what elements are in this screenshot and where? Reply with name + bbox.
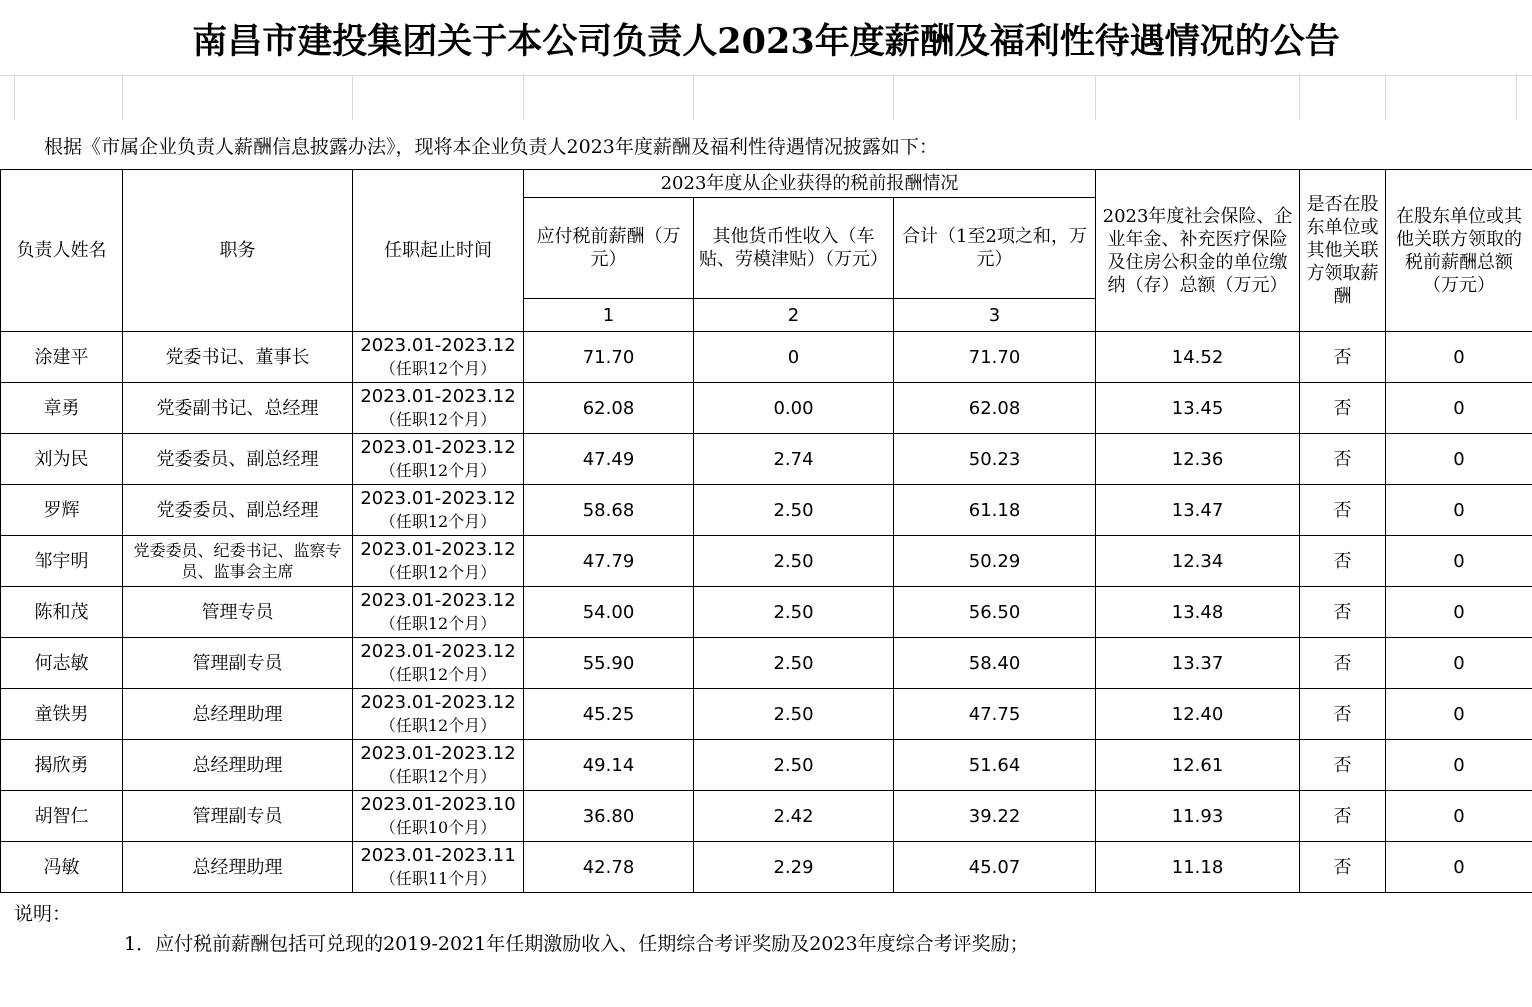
cell-period-note: （任职12个月）: [379, 563, 497, 582]
table-row: [1, 689, 1532, 740]
cell-period: [353, 689, 524, 740]
cell-other-income: 2.50: [694, 740, 894, 791]
cell-total: 62.08: [894, 383, 1096, 434]
cell-period-date: 2023.01-2023.12: [360, 743, 516, 764]
table-row: [1, 536, 1532, 587]
cell-period: [353, 842, 524, 893]
cell-name: 罗辉: [1, 485, 123, 536]
cell-pretax-salary: 42.78: [524, 842, 694, 893]
cell-shareholder-amount: 0: [1386, 638, 1532, 689]
column-header-period: 任职起止时间: [353, 170, 524, 332]
cell-total: 45.07: [894, 842, 1096, 893]
cell-post: 管理专员: [123, 587, 353, 638]
cell-from-shareholder: 否: [1300, 740, 1386, 791]
cell-shareholder-amount: 0: [1386, 383, 1532, 434]
cell-other-income: 2.42: [694, 791, 894, 842]
intro-paragraph: 根据《市属企业负责人薪酬信息披露办法》，现将本企业负责人2023年度薪酬及福利性待遇情况披露如下：: [44, 136, 938, 158]
table-row: [1, 485, 1532, 536]
cell-other-income: 2.29: [694, 842, 894, 893]
cell-post: 党委副书记、总经理: [123, 383, 353, 434]
notes-heading: 说明：: [14, 903, 72, 925]
table-row: [1, 791, 1532, 842]
cell-period: [353, 587, 524, 638]
cell-period-date: 2023.01-2023.12: [360, 692, 516, 713]
cell-period: [353, 434, 524, 485]
cell-name: 冯敏: [1, 842, 123, 893]
cell-other-income: 2.50: [694, 689, 894, 740]
column-header-from-shareholder: 是否在股东单位或其他关联方领取薪酬: [1300, 170, 1386, 332]
cell-social-insurance: 12.61: [1096, 740, 1300, 791]
cell-pretax-salary: 47.49: [524, 434, 694, 485]
cell-other-income: 0.00: [694, 383, 894, 434]
cell-post: 总经理助理: [123, 842, 353, 893]
cell-name: 何志敏: [1, 638, 123, 689]
cell-period-note: （任职12个月）: [379, 359, 497, 378]
cell-pretax-salary: 54.00: [524, 587, 694, 638]
grid-line: [352, 76, 353, 120]
cell-other-income: 2.50: [694, 587, 894, 638]
cell-post: 党委书记、董事长: [123, 332, 353, 383]
cell-shareholder-amount: 0: [1386, 536, 1532, 587]
cell-total: 71.70: [894, 332, 1096, 383]
cell-period-note: （任职12个月）: [379, 512, 497, 531]
grid-line: [1516, 76, 1517, 120]
cell-period-date: 2023.01-2023.12: [360, 641, 516, 662]
table-header-row-1: [1, 170, 1532, 198]
cell-total: 39.22: [894, 791, 1096, 842]
column-header-pretax-salary: 应付税前薪酬（万元）: [524, 198, 694, 299]
cell-post: 总经理助理: [123, 689, 353, 740]
cell-social-insurance: 14.52: [1096, 332, 1300, 383]
column-header-name: 负责人姓名: [1, 170, 123, 332]
cell-other-income: 2.50: [694, 485, 894, 536]
cell-period: [353, 638, 524, 689]
cell-post: 党委委员、纪委书记、监察专员、监事会主席: [123, 536, 353, 587]
cell-total: 56.50: [894, 587, 1096, 638]
cell-social-insurance: 13.48: [1096, 587, 1300, 638]
grid-line: [122, 76, 123, 120]
cell-period-note: （任职12个月）: [379, 461, 497, 480]
cell-period: [353, 740, 524, 791]
table-row: [1, 638, 1532, 689]
cell-period: [353, 536, 524, 587]
cell-from-shareholder: 否: [1300, 689, 1386, 740]
cell-social-insurance: 12.40: [1096, 689, 1300, 740]
cell-shareholder-amount: 0: [1386, 842, 1532, 893]
cell-name: 陈和茂: [1, 587, 123, 638]
cell-total: 50.23: [894, 434, 1096, 485]
cell-period-date: 2023.01-2023.12: [360, 335, 516, 356]
column-header-other-income: 其他货币性收入（车贴、劳模津贴）（万元）: [694, 198, 894, 299]
cell-pretax-salary: 47.79: [524, 536, 694, 587]
cell-social-insurance: 13.45: [1096, 383, 1300, 434]
column-header-social-insurance: 2023年度社会保险、企业年金、补充医疗保险及住房公积金的单位缴纳（存）总额（万元）: [1096, 170, 1300, 332]
cell-period-date: 2023.01-2023.12: [360, 590, 516, 611]
cell-period-date: 2023.01-2023.12: [360, 539, 516, 560]
cell-name: 刘为民: [1, 434, 123, 485]
cell-post: 党委委员、副总经理: [123, 485, 353, 536]
cell-social-insurance: 11.93: [1096, 791, 1300, 842]
grid-line: [14, 76, 15, 120]
notes-item: 1．应付税前薪酬包括可兑现的2019-2021年任期激励收入、任期综合考评奖励及2023年度综合考评奖励；: [124, 933, 1029, 955]
cell-from-shareholder: 否: [1300, 791, 1386, 842]
cell-post: 党委委员、副总经理: [123, 434, 353, 485]
cell-from-shareholder: 否: [1300, 842, 1386, 893]
column-header-post: 职务: [123, 170, 353, 332]
cell-social-insurance: 12.36: [1096, 434, 1300, 485]
cell-total: 50.29: [894, 536, 1096, 587]
cell-period-note: （任职12个月）: [379, 665, 497, 684]
cell-from-shareholder: 否: [1300, 485, 1386, 536]
cell-shareholder-amount: 0: [1386, 740, 1532, 791]
cell-other-income: 0: [694, 332, 894, 383]
column-header-shareholder-amount: 在股东单位或其他关联方领取的税前薪酬总额（万元）: [1386, 170, 1532, 332]
cell-from-shareholder: 否: [1300, 383, 1386, 434]
cell-shareholder-amount: 0: [1386, 689, 1532, 740]
cell-pretax-salary: 36.80: [524, 791, 694, 842]
grid-line: [1095, 76, 1096, 120]
cell-pretax-salary: 49.14: [524, 740, 694, 791]
cell-other-income: 2.50: [694, 536, 894, 587]
cell-pretax-salary: 62.08: [524, 383, 694, 434]
notes-section: [0, 893, 1532, 959]
cell-from-shareholder: 否: [1300, 434, 1386, 485]
table-row: [1, 740, 1532, 791]
cell-period: [353, 485, 524, 536]
cell-social-insurance: 11.18: [1096, 842, 1300, 893]
cell-period-note: （任职12个月）: [379, 410, 497, 429]
cell-shareholder-amount: 0: [1386, 485, 1532, 536]
cell-total: 61.18: [894, 485, 1096, 536]
cell-total: 47.75: [894, 689, 1096, 740]
cell-total: 58.40: [894, 638, 1096, 689]
table-row: [1, 332, 1532, 383]
cell-name: 章勇: [1, 383, 123, 434]
cell-from-shareholder: 否: [1300, 536, 1386, 587]
cell-period-date: 2023.01-2023.12: [360, 437, 516, 458]
cell-from-shareholder: 否: [1300, 587, 1386, 638]
cell-post: 管理副专员: [123, 791, 353, 842]
cell-pretax-salary: 58.68: [524, 485, 694, 536]
page-title: 南昌市建投集团关于本公司负责人2023年度薪酬及福利性待遇情况的公告: [192, 21, 1340, 62]
cell-period-note: （任职12个月）: [379, 716, 497, 735]
cell-pretax-salary: 71.70: [524, 332, 694, 383]
cell-shareholder-amount: 0: [1386, 791, 1532, 842]
cell-other-income: 2.74: [694, 434, 894, 485]
cell-shareholder-amount: 0: [1386, 587, 1532, 638]
grid-line: [1299, 76, 1300, 120]
cell-period-date: 2023.01-2023.11: [360, 845, 516, 866]
cell-social-insurance: 13.47: [1096, 485, 1300, 536]
table-row: [1, 434, 1532, 485]
cell-period-note: （任职11个月）: [379, 869, 497, 888]
cell-period: [353, 383, 524, 434]
cell-period-date: 2023.01-2023.10: [360, 794, 516, 815]
grid-line: [523, 76, 524, 120]
cell-from-shareholder: 否: [1300, 332, 1386, 383]
column-header-total: 合计（1至2项之和，万元）: [894, 198, 1096, 299]
cell-social-insurance: 13.37: [1096, 638, 1300, 689]
cell-pretax-salary: 45.25: [524, 689, 694, 740]
cell-other-income: 2.50: [694, 638, 894, 689]
cell-shareholder-amount: 0: [1386, 332, 1532, 383]
cell-post: 总经理助理: [123, 740, 353, 791]
spacer-grid-row: [0, 75, 1532, 120]
cell-name: 邹宇明: [1, 536, 123, 587]
cell-social-insurance: 12.34: [1096, 536, 1300, 587]
table-row: [1, 383, 1532, 434]
cell-name: 揭欣勇: [1, 740, 123, 791]
column-index-2: 2: [694, 299, 894, 332]
cell-period: [353, 332, 524, 383]
cell-period-note: （任职10个月）: [379, 818, 497, 837]
column-header-group-pretax: 2023年度从企业获得的税前报酬情况: [524, 170, 1096, 198]
cell-pretax-salary: 55.90: [524, 638, 694, 689]
column-index-1: 1: [524, 299, 694, 332]
grid-line: [693, 76, 694, 120]
grid-line: [1385, 76, 1386, 120]
cell-from-shareholder: 否: [1300, 638, 1386, 689]
cell-total: 51.64: [894, 740, 1096, 791]
cell-period-date: 2023.01-2023.12: [360, 488, 516, 509]
cell-name: 涂建平: [1, 332, 123, 383]
cell-name: 胡智仁: [1, 791, 123, 842]
cell-period-date: 2023.01-2023.12: [360, 386, 516, 407]
grid-line: [893, 76, 894, 120]
column-index-3: 3: [894, 299, 1096, 332]
cell-period: [353, 791, 524, 842]
table-row: [1, 587, 1532, 638]
cell-shareholder-amount: 0: [1386, 434, 1532, 485]
table-row: [1, 842, 1532, 893]
cell-period-note: （任职12个月）: [379, 767, 497, 786]
compensation-table: [0, 169, 1532, 893]
cell-name: 童铁男: [1, 689, 123, 740]
cell-post: 管理副专员: [123, 638, 353, 689]
cell-period-note: （任职12个月）: [379, 614, 497, 633]
